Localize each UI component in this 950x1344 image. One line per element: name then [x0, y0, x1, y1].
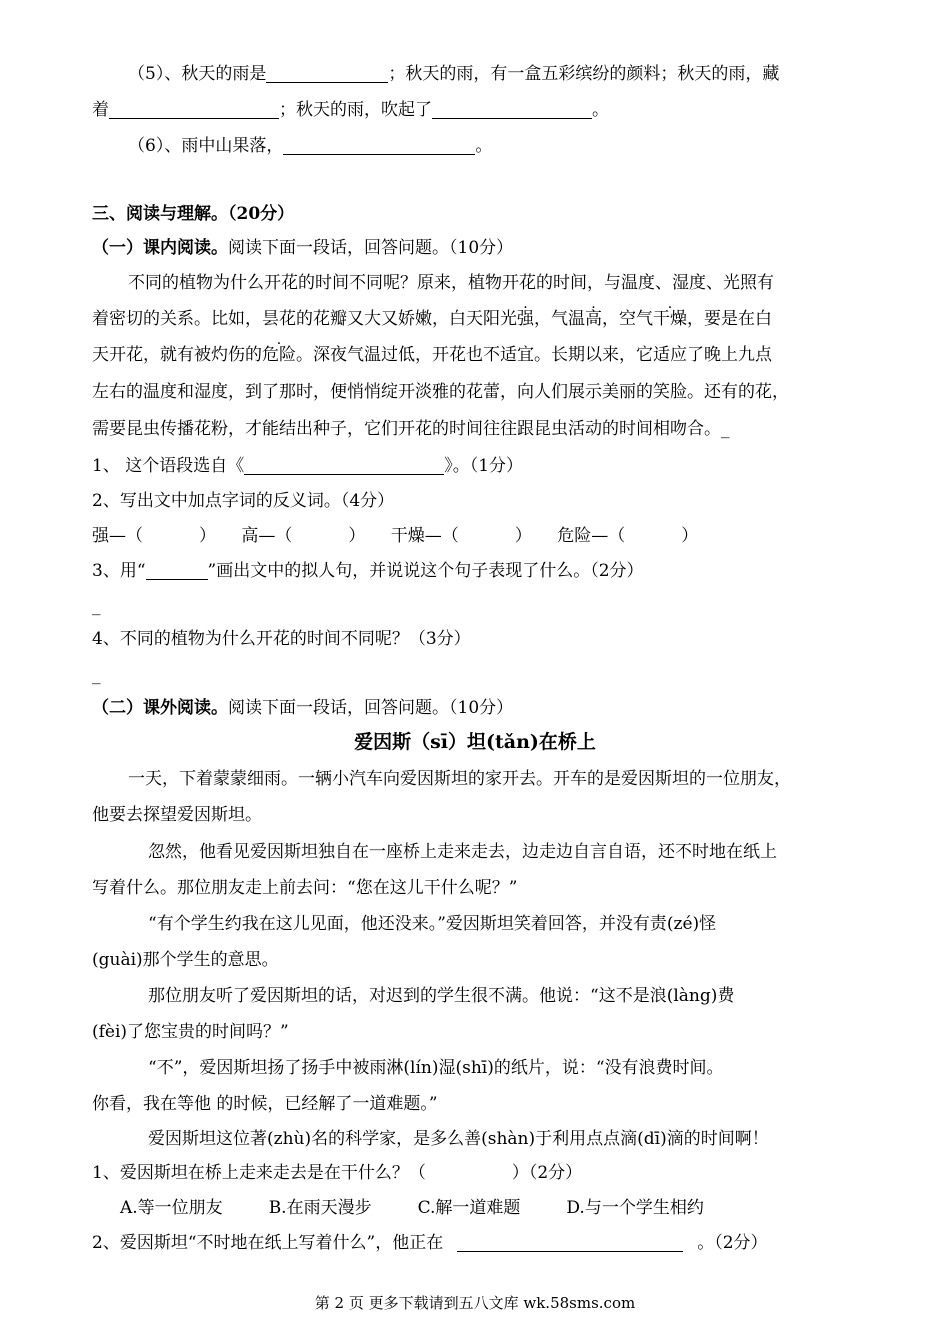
- q5-line2: [92, 98, 609, 122]
- part1-q1-text-b: 》。（1分）: [444, 456, 524, 476]
- story-line7: 那位朋友听了爱因斯坦的话，对迟到的学生很不满。他说：“这不是浪(làng)费: [148, 986, 735, 1006]
- story-line6: (guài)那个学生的意思。: [92, 950, 279, 970]
- antonym-strong-close: ）: [199, 526, 216, 546]
- part1-q4-answer[interactable]: _: [92, 665, 101, 685]
- part2-q2-text-b: 。（2分）: [697, 1233, 768, 1253]
- q5-blank-3[interactable]: [432, 100, 592, 119]
- section3-title: 三、阅读与理解。（20分）: [92, 204, 295, 224]
- part1-para-line2: [92, 307, 772, 331]
- antonym-strong-label: 强—（: [92, 526, 143, 546]
- option-c[interactable]: C.解一道难题: [417, 1198, 521, 1218]
- part1-q2: 2、写出文中加点字词的反义词。（4分）: [92, 491, 395, 511]
- part2-q1-options: [120, 1196, 704, 1220]
- q6-line: [128, 134, 492, 158]
- part1-q1-text-a: 1、 这个语段选自《: [92, 456, 245, 476]
- part1-p2d: ，要是在白: [687, 309, 772, 329]
- part1-q4: 4、不同的植物为什么开花的时间不同呢？（3分）: [92, 629, 471, 649]
- dotted-word-strong: 强: [517, 309, 534, 329]
- story-line8: (fèi)了您宝贵的时间吗？”: [92, 1022, 289, 1042]
- part2-heading-text: 阅读下面一段话，回答问题。（10分）: [228, 698, 514, 718]
- part1-p2c: ，空气: [602, 309, 653, 329]
- q6-text-b: 。: [475, 136, 493, 156]
- part2-q1: [92, 1161, 582, 1185]
- part2-q2-blank[interactable]: [457, 1233, 683, 1252]
- q5-blank-2[interactable]: [109, 100, 279, 119]
- q5-line1: [128, 62, 779, 86]
- story-line3: 忽然，他看见爱因斯坦独自在一座桥上走来走去，边走边自言自语，还不时地在纸上: [148, 842, 777, 862]
- antonym-high-close: ）: [348, 526, 366, 546]
- part2-heading-bold: （二）课外阅读。: [92, 698, 228, 718]
- part1-p3a: 天开花，就有被灼伤的: [92, 345, 262, 365]
- q5-text-b: ；秋天的雨，有一盒五彩缤纷的颜料；秋天的雨，藏: [388, 64, 780, 84]
- antonym-danger-close: ）: [681, 526, 699, 546]
- option-b[interactable]: B.在雨天漫步: [268, 1198, 372, 1218]
- story-line9: “不”，爱因斯坦扬了扬手中被雨淋(lín)湿(shī)的纸片，说：“没有浪费时间。: [148, 1058, 724, 1078]
- part1-p2b: ，气温: [534, 309, 585, 329]
- part1-q1-blank[interactable]: [244, 456, 444, 475]
- option-a[interactable]: A.等一位朋友: [120, 1198, 223, 1218]
- page-footer: 第 2 页 更多下载请到五八文库 wk.58sms.com: [314, 1294, 636, 1312]
- q5-text-c: 着: [92, 100, 109, 120]
- story-line11: 爱因斯坦这位著(zhù)名的科学家，是多么善(shàn)于利用点点滴(dī)滴的时间啊！: [148, 1129, 769, 1149]
- part1-heading: [92, 236, 513, 260]
- part1-para-line1: 不同的植物为什么开花的时间不同呢？原来，植物开花的时间，与温度、湿度、光照有: [128, 273, 774, 293]
- part2-q2: [92, 1231, 768, 1255]
- story-title: 爱因斯（sī）坦(tǎn)在桥上: [354, 731, 596, 753]
- part2-heading: [92, 696, 513, 720]
- antonym-dry-label: 干燥—（: [390, 526, 459, 546]
- antonym-dry-close: ）: [514, 526, 532, 546]
- q5-text-a: （5）、秋天的雨是: [128, 64, 267, 84]
- part2-q1-text-b: ）（2分）: [511, 1163, 583, 1183]
- story-line5: “有个学生约我在这儿见面，他还没来。”爱因斯坦笑着回答，并没有责(zé)怪: [148, 914, 717, 934]
- q6-blank[interactable]: [283, 136, 475, 155]
- part1-p2a: 着密切的关系。比如，昙花的花瓣又大又娇嫩，白天阳光: [92, 309, 517, 329]
- story-line1: 一天，下着蒙蒙细雨。一辆小汽车向爱因斯坦的家开去。开车的是爱因斯坦的一位朋友，: [128, 769, 791, 789]
- story-line10: 你看，我在等他 的时候，已经解了一道难题。”: [92, 1094, 438, 1114]
- part1-q3: [92, 559, 644, 583]
- dotted-word-danger: 危险: [262, 345, 296, 365]
- part1-para-line3: [92, 343, 772, 367]
- part1-heading-bold: （一）课内阅读。: [92, 238, 228, 258]
- part2-q2-text-a: 2、爱因斯坦“不时地在纸上写着什么”，他正在: [92, 1233, 444, 1253]
- dotted-word-high: 高: [585, 309, 602, 329]
- part1-q3-underline-sample: [146, 561, 208, 580]
- dotted-word-dry: 干燥: [653, 309, 687, 329]
- antonym-high-label: 高—（: [241, 526, 293, 546]
- part1-p3b: 。深夜气温过低，开花也不适宜。长期以来，它适应了晚上九点: [296, 345, 772, 365]
- antonym-danger-label: 危险—（: [557, 526, 626, 546]
- part1-heading-text: 阅读下面一段话，回答问题。（10分）: [228, 238, 514, 258]
- part1-para-line4: 左右的温度和湿度，到了那时，便悄悄绽开淡雅的花蕾，向人们展示美丽的笑脸。还有的花，: [92, 382, 789, 402]
- part1-q3-answer[interactable]: _: [92, 596, 101, 616]
- part1-q3-text-a: 3、用“: [92, 561, 146, 581]
- q6-text-a: （6）、雨中山果落，: [128, 136, 284, 156]
- part2-q1-text-a: 1、爱因斯坦在桥上走来走去是在干什么？（: [92, 1163, 426, 1183]
- part1-q1: [92, 454, 523, 478]
- q5-text-e: 。: [592, 100, 609, 120]
- part1-para-line5: 需要昆虫传播花粉，才能结出种子，它们开花的时间往往跟昆虫活动的时间相吻合。_: [92, 419, 730, 439]
- q5-text-d: ；秋天的雨，吹起了: [279, 100, 432, 120]
- part1-q3-text-b: ”画出文中的拟人句，并说说这个句子表现了什么。（2分）: [207, 561, 644, 581]
- story-line2: 他要去探望爱因斯坦。: [92, 805, 262, 825]
- part1-q2-answers: [92, 524, 698, 548]
- story-line4: 写着什么。那位朋友走上前去问：“您在这儿干什么呢？”: [92, 878, 518, 898]
- q5-blank-1[interactable]: [266, 64, 388, 83]
- option-d[interactable]: D.与一个学生相约: [566, 1198, 704, 1218]
